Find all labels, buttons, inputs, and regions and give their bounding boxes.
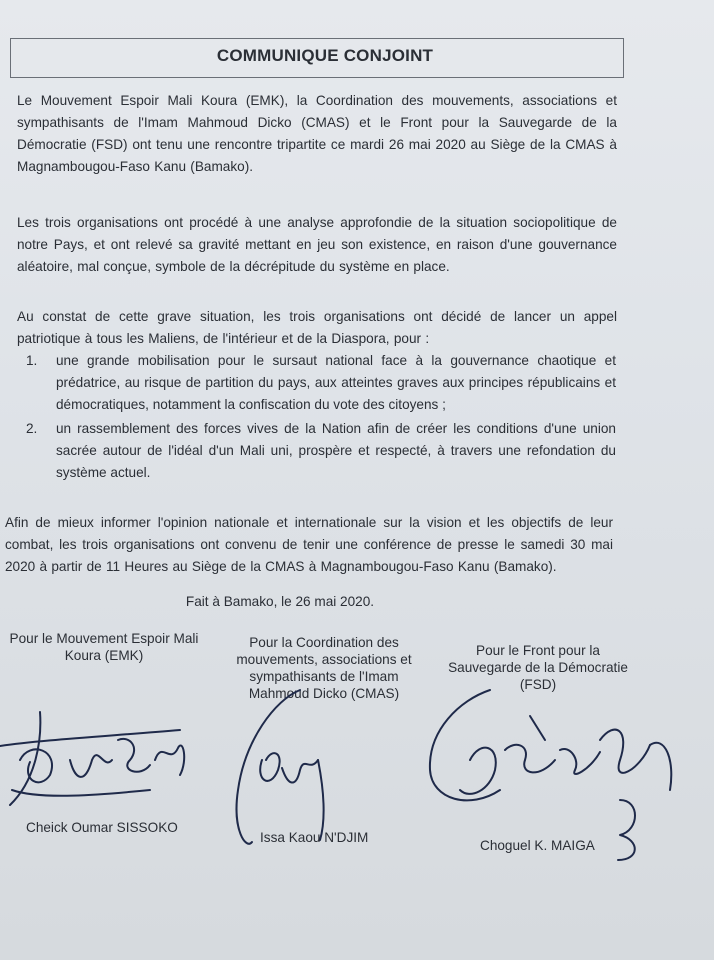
list-number: 2. bbox=[26, 421, 38, 436]
paragraph-intro: Le Mouvement Espoir Mali Koura (EMK), la Coordination des mouvements, associations et sympathisants de l'Imam Mahmoud Dicko (CMAS) et le Front pour la Sauvegarde de la Démocratie (FSD) ont tenu une rencontre tripartite ce mardi 26 mai 2020 au Siège de la CMAS à Magnambougou-Faso Kanu (Bamako). bbox=[17, 93, 617, 174]
signatory-name-maiga: Choguel K. MAIGA bbox=[480, 838, 595, 853]
list-text: un rassemblement des forces vives de la Nation afin de créer les conditions d'une union sacrée autour de l'idéal d'un Mali uni, prospère et respecté, à travers une refondation du système actuel. bbox=[56, 421, 616, 480]
signatory-name-sissoko: Cheick Oumar SISSOKO bbox=[26, 820, 178, 835]
signature-sissoko bbox=[0, 712, 184, 805]
signature-maiga bbox=[430, 690, 671, 860]
signatory-heading-emk: Pour le Mouvement Espoir Mali Koura (EMK) bbox=[9, 631, 199, 663]
list-text: une grande mobilisation pour le sursaut national face à la gouvernance chaotique et prédatrice, au risque de partition du pays, aux atteintes graves aux principes républicains et démocratiques, notamment la confiscation du vote des citoyens ; bbox=[56, 353, 616, 412]
paragraph-press-conference: Afin de mieux informer l'opinion nationale et internationale sur la vision et les objectifs de leur combat, les trois organisations ont convenu de tenir une conférence de presse le samedi 30 mai 2020 à partir de 11 Heures au Siège de la CMAS à Magnambougou-Faso Kanu (Bamako). bbox=[5, 515, 613, 574]
signatory-heading-cmas: Pour la Coordination des mouvements, associations et sympathisants de l'Imam Mahmoud Dicko (CMAS) bbox=[236, 635, 412, 701]
place-date: Fait à Bamako, le 26 mai 2020. bbox=[185, 594, 375, 609]
document-title: COMMUNIQUE CONJOINT bbox=[216, 46, 434, 65]
signature-ndjim bbox=[237, 690, 324, 844]
list-number: 1. bbox=[26, 353, 38, 368]
paragraph-appeal: Au constat de cette grave situation, les trois organisations ont décidé de lancer un appel patriotique à tous les Maliens, de l'intérieur et de la Diaspora, pour : bbox=[17, 309, 617, 346]
signatory-name-ndjim: Issa Kaou N'DJIM bbox=[260, 830, 369, 845]
paragraph-analysis: Les trois organisations ont procédé à une analyse approfondie de la situation sociopolitique de notre Pays, et ont relevé sa gravité mettant en jeu son existence, en raison d'une gouvernance aléatoire, mal conçue, symbole de la décrépitude du système en place. bbox=[17, 215, 617, 274]
signatory-heading-fsd: Pour le Front pour la Sauvegarde de la Démocratie (FSD) bbox=[448, 643, 628, 692]
